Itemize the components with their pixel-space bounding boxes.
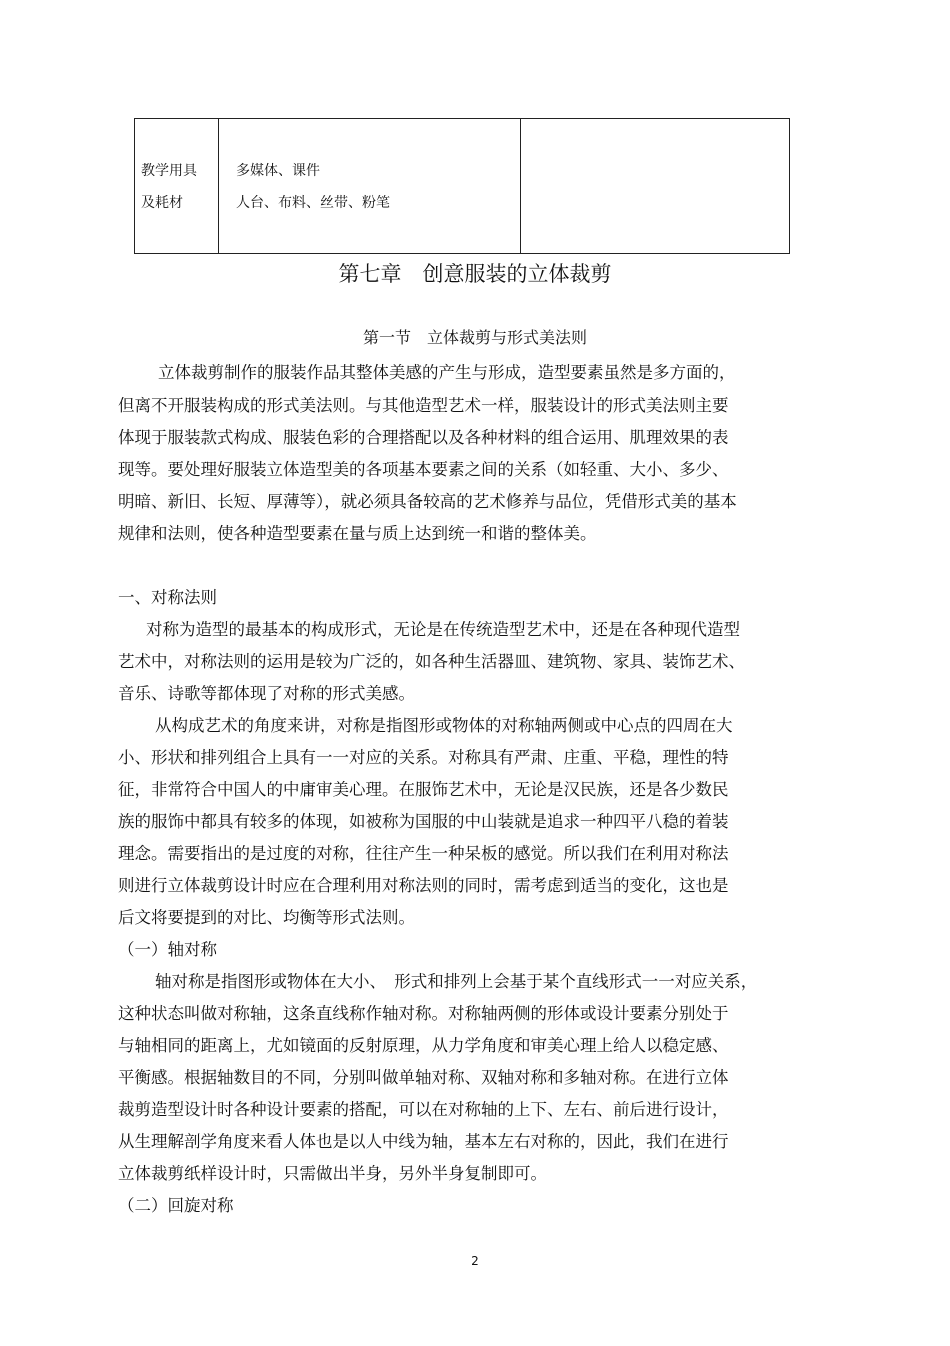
table-notes-cell [521, 119, 789, 253]
table-label-line-1: 教学用具 [141, 163, 197, 179]
subheading-axial-symmetry: （一）轴对称 [118, 940, 217, 959]
body-line: 规律和法则，使各种造型要素在量与质上达到统一和谐的整体美。 [118, 524, 597, 543]
table-content-line-1: 多媒体、课件 [236, 163, 320, 179]
body-line: 立体裁剪纸样设计时，只需做出半身，另外半身复制即可。 [118, 1164, 547, 1183]
body-line: 理念。需要指出的是过度的对称，往往产生一种呆板的感觉。所以我们在利用对称法 [118, 844, 729, 863]
body-line: 从生理解剖学角度来看人体也是以人中线为轴，基本左右对称的，因此，我们在进行 [118, 1132, 729, 1151]
body-line: 族的服饰中都具有较多的体现，如被称为国服的中山装就是追求一种四平八稳的着装 [118, 812, 729, 831]
section-title: 第一节 立体裁剪与形式美法则 [362, 328, 587, 347]
table-content-line-2: 人台、布料、丝带、粉笔 [236, 195, 390, 211]
body-line: 轴对称是指图形或物体在大小、 形式和排列上会基于某个直线形式一一对应关系， [155, 972, 758, 991]
table-label-line-2: 及耗材 [141, 195, 183, 211]
body-line: 音乐、诗歌等都体现了对称的形式美感。 [118, 684, 415, 703]
body-line: 体现于服装款式构成、服装色彩的合理搭配以及各种材料的组合运用、肌理效果的表 [118, 428, 729, 447]
body-line: 后文将要提到的对比、均衡等形式法则。 [118, 908, 415, 927]
body-line: 明暗、新旧、长短、厚薄等），就必须具备较高的艺术修养与品位，凭借形式美的基本 [118, 492, 737, 511]
page-number: 2 [471, 1254, 479, 1268]
body-line: 与轴相同的距离上，尤如镜面的反射原理，从力学角度和审美心理上给人以稳定感、 [118, 1036, 729, 1055]
body-line: 则进行立体裁剪设计时应在合理利用对称法则的同时，需考虑到适当的变化，这也是 [118, 876, 729, 895]
table-content-cell [219, 119, 521, 253]
body-line: 艺术中，对称法则的运用是较为广泛的，如各种生活器皿、建筑物、家具、装饰艺术、 [118, 652, 745, 671]
body-line: 这种状态叫做对称轴，这条直线称作轴对称。对称轴两侧的形体或设计要素分别处于 [118, 1004, 729, 1023]
subheading-rotational-symmetry: （二）回旋对称 [118, 1196, 234, 1215]
body-line: 但离不开服装构成的形式美法则。与其他造型艺术一样，服装设计的形式美法则主要 [118, 396, 729, 415]
body-line: 从构成艺术的角度来讲，对称是指图形或物体的对称轴两侧或中心点的四周在大 [155, 716, 733, 735]
body-line: 立体裁剪制作的服装作品其整体美感的产生与形成，造型要素虽然是多方面的， [158, 363, 736, 382]
body-line: 平衡感。根据轴数目的不同，分别叫做单轴对称、双轴对称和多轴对称。在进行立体 [118, 1068, 729, 1087]
body-line: 裁剪造型设计时各种设计要素的搭配，可以在对称轴的上下、左右、前后进行设计， [118, 1100, 729, 1119]
body-line: 征，非常符合中国人的中庸审美心理。在服饰艺术中，无论是汉民族，还是各少数民 [118, 780, 729, 799]
heading-symmetry: 一、对称法则 [118, 588, 217, 607]
body-line: 现等。要处理好服装立体造型美的各项基本要素之间的关系（如轻重、大小、多少、 [118, 460, 729, 479]
body-line: 小、形状和排列组合上具有一一对应的关系。对称具有严肃、庄重、平稳，理性的特 [118, 748, 729, 767]
chapter-title: 第七章 创意服装的立体裁剪 [338, 262, 612, 286]
body-line: 对称为造型的最基本的构成形式，无论是在传统造型艺术中，还是在各种现代造型 [146, 620, 740, 639]
table-label-cell [135, 119, 219, 253]
materials-table [134, 118, 790, 254]
